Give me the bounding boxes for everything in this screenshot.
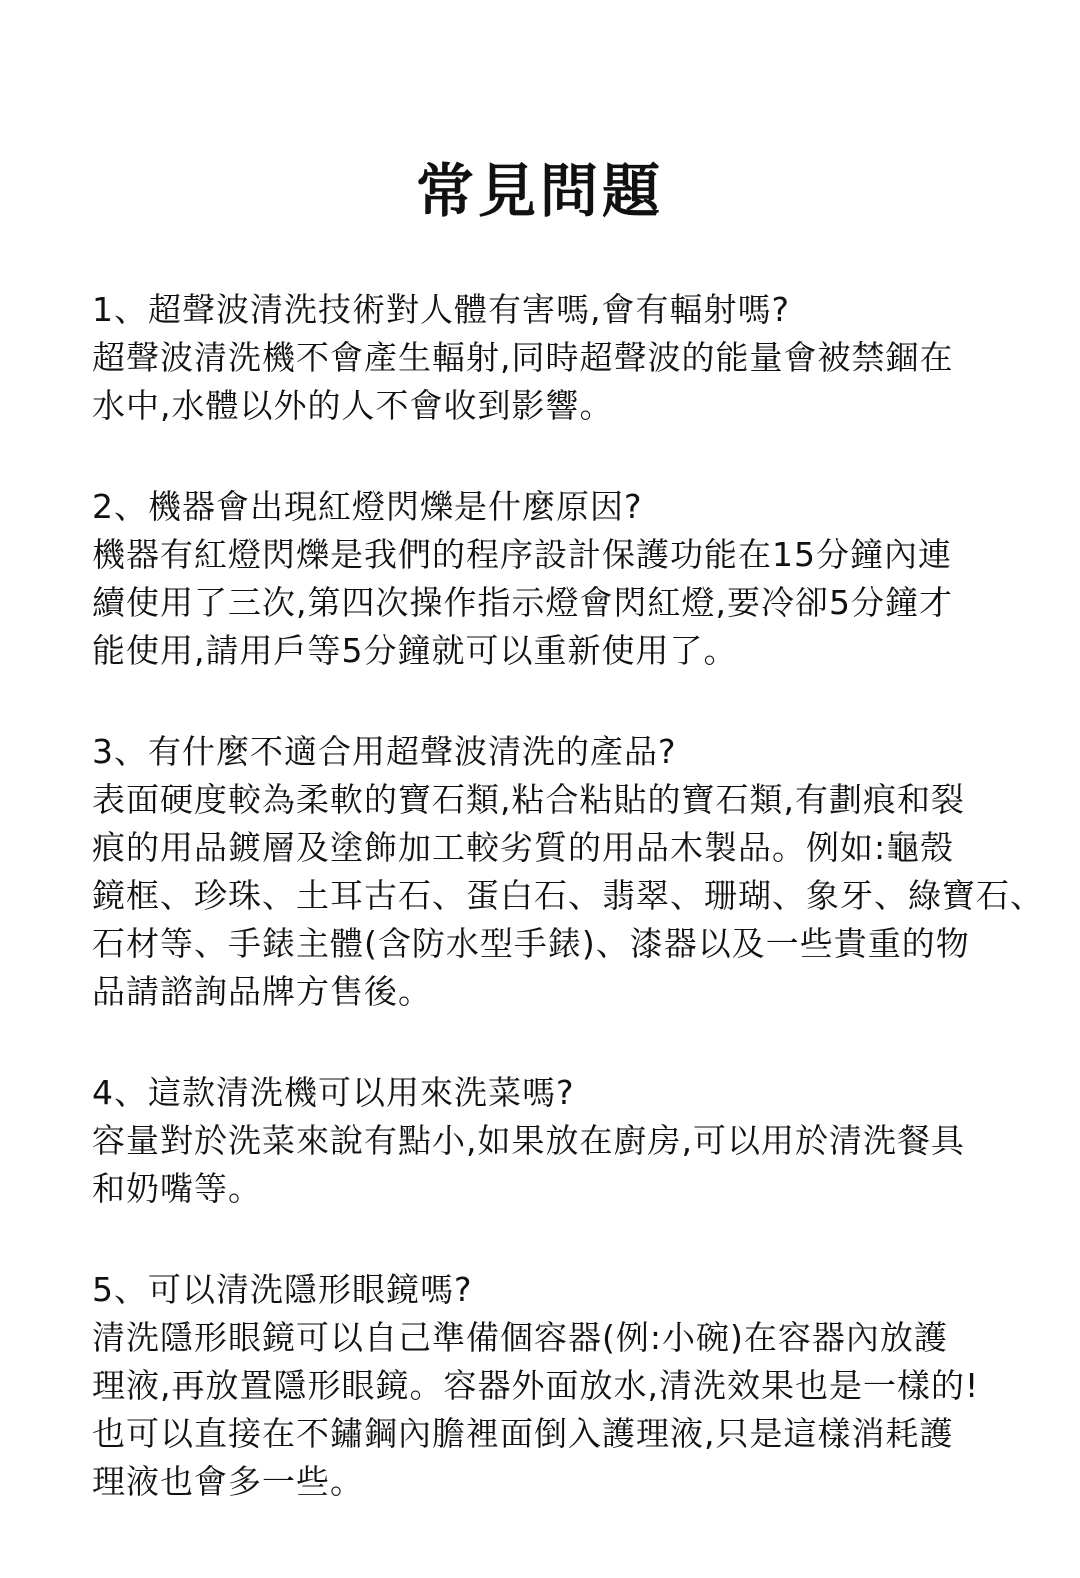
faq-answer-line: 也可以直接在不鏽鋼內膽裡面倒入護理液,只是這樣消耗護 xyxy=(92,1414,954,1453)
faq-answer-line: 品請諮詢品牌方售後。 xyxy=(92,972,432,1011)
faq-answer-line: 石材等、手錶主體(含防水型手錶)、漆器以及一些貴重的物 xyxy=(92,924,970,963)
faq-item-3 xyxy=(92,728,1042,1016)
faq-list xyxy=(92,286,1042,1559)
faq-item-2 xyxy=(92,483,1042,675)
faq-question: 4、這款清洗機可以用來洗菜嗎? xyxy=(92,1073,575,1112)
faq-answer-line: 能使用,請用戶等5分鐘就可以重新使用了。 xyxy=(92,631,738,670)
faq-answer-line: 理液,再放置隱形眼鏡。容器外面放水,清洗效果也是一樣的! xyxy=(92,1366,980,1405)
faq-question: 2、機器會出現紅燈閃爍是什麼原因? xyxy=(92,487,643,526)
page-title: 常見問題 xyxy=(415,156,664,225)
faq-answer-line: 鏡框、珍珠、土耳古石、蛋白石、翡翠、珊瑚、象牙、綠寶石、 xyxy=(92,876,1044,915)
faq-question: 3、有什麼不適合用超聲波清洗的產品? xyxy=(92,732,677,771)
faq-answer-line: 機器有紅燈閃爍是我們的程序設計保護功能在15分鐘內連 xyxy=(92,535,952,574)
faq-answer-line: 理液也會多一些。 xyxy=(92,1462,364,1501)
faq-question: 1、超聲波清洗技術對人體有害嗎,會有輻射嗎? xyxy=(92,290,791,329)
faq-answer-line: 容量對於洗菜來說有點小,如果放在廚房,可以用於清洗餐具 xyxy=(92,1121,965,1160)
faq-item-5 xyxy=(92,1266,1042,1506)
faq-answer-line: 續使用了三次,第四次操作指示燈會閃紅燈,要冷卻5分鐘才 xyxy=(92,583,953,622)
faq-item-1 xyxy=(92,286,1042,430)
faq-question: 5、可以清洗隱形眼鏡嗎? xyxy=(92,1270,473,1309)
faq-answer-line: 水中,水體以外的人不會收到影響。 xyxy=(92,386,614,425)
faq-answer-line: 和奶嘴等。 xyxy=(92,1169,262,1208)
faq-answer-line: 清洗隱形眼鏡可以自己準備個容器(例:小碗)在容器內放護 xyxy=(92,1318,948,1357)
faq-answer-line: 表面硬度較為柔軟的寶石類,粘合粘貼的寶石類,有劃痕和裂 xyxy=(92,780,965,819)
faq-answer-line: 超聲波清洗機不會產生輻射,同時超聲波的能量會被禁錮在 xyxy=(92,338,954,377)
faq-answer-line: 痕的用品鍍層及塗飾加工較劣質的用品木製品。例如:龜殼 xyxy=(92,828,955,867)
faq-item-4 xyxy=(92,1069,1042,1213)
